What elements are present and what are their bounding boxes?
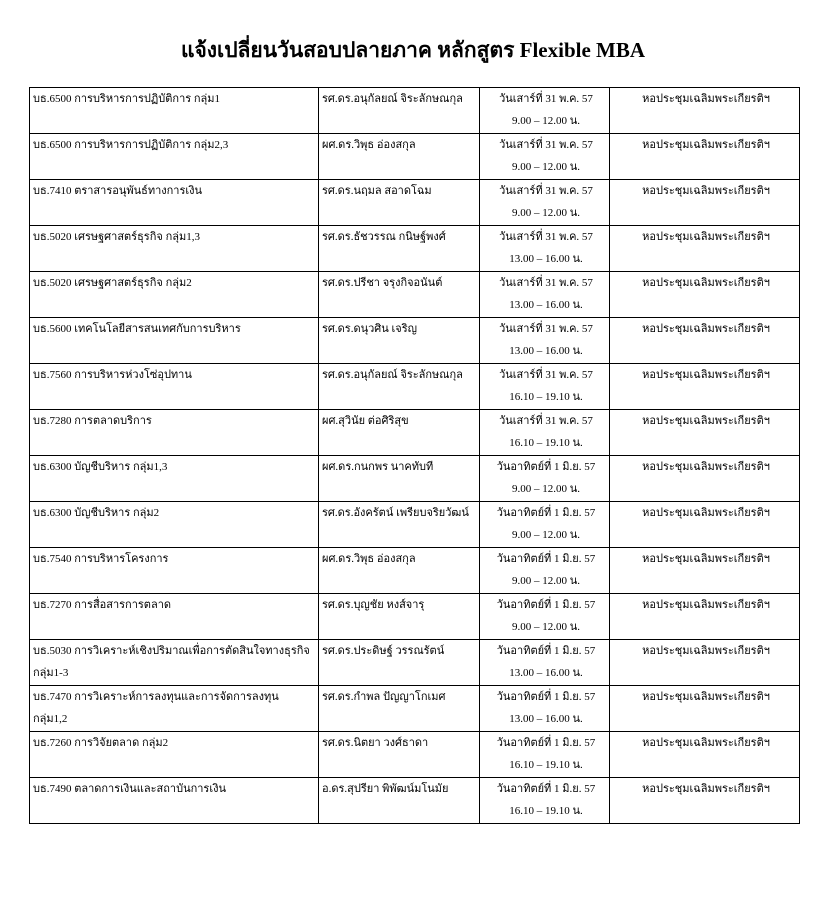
lecturer-cell <box>319 502 480 548</box>
exam-room-cell <box>610 318 800 364</box>
exam-schedule-table <box>29 87 800 824</box>
exam-datetime-cell-text: วันเสาร์ที่ 31 พ.ค. 57 16.10 – 19.10 น. <box>499 369 593 403</box>
exam-datetime-cell-text: วันอาทิตย์ที่ 1 มิ.ย. 57 16.10 – 19.10 น. <box>496 783 596 817</box>
lecturer-cell <box>319 732 480 778</box>
course-cell-text: บธ.6300 บัญชีบริหาร กลุ่ม2 <box>33 507 160 519</box>
course-cell <box>30 548 319 594</box>
course-cell <box>30 640 319 686</box>
lecturer-cell-text: รศ.ดร.นิตยา วงศ์ธาดา <box>322 737 429 749</box>
lecturer-cell <box>319 548 480 594</box>
exam-datetime-cell-text: วันอาทิตย์ที่ 1 มิ.ย. 57 9.00 – 12.00 น. <box>496 461 596 495</box>
exam-room-cell-text: หอประชุมเฉลิมพระเกียรติฯ <box>642 415 770 427</box>
exam-datetime-cell <box>480 134 610 180</box>
course-cell <box>30 318 319 364</box>
course-cell <box>30 272 319 318</box>
lecturer-cell-text: ผศ.ดร.วิพุธ อ่องสกุล <box>322 553 416 565</box>
lecturer-cell-text: รศ.ดร.อนุกัลยณ์ จิระลักษณกุล <box>322 93 463 105</box>
exam-room-cell <box>610 226 800 272</box>
lecturer-cell <box>319 134 480 180</box>
table-row <box>30 410 800 456</box>
table-row <box>30 226 800 272</box>
table-row <box>30 502 800 548</box>
table-row <box>30 594 800 640</box>
exam-datetime-cell <box>480 410 610 456</box>
lecturer-cell <box>319 88 480 134</box>
exam-room-cell-text: หอประชุมเฉลิมพระเกียรติฯ <box>642 737 770 749</box>
exam-datetime-cell <box>480 88 610 134</box>
exam-room-cell <box>610 364 800 410</box>
page-title: แจ้งเปลี่ยนวันสอบปลายภาค หลักสูตร Flexible MBA <box>180 38 646 62</box>
course-cell-text: บธ.5020 เศรษฐศาสตร์ธุรกิจ กลุ่ม2 <box>33 277 192 289</box>
exam-datetime-cell <box>480 640 610 686</box>
exam-room-cell <box>610 640 800 686</box>
exam-datetime-cell-text: วันอาทิตย์ที่ 1 มิ.ย. 57 13.00 – 16.00 น. <box>496 645 596 679</box>
exam-room-cell-text: หอประชุมเฉลิมพระเกียรติฯ <box>642 507 770 519</box>
course-cell <box>30 732 319 778</box>
exam-datetime-cell-text: วันเสาร์ที่ 31 พ.ค. 57 9.00 – 12.00 น. <box>499 185 593 219</box>
exam-datetime-cell-text: วันเสาร์ที่ 31 พ.ค. 57 13.00 – 16.00 น. <box>499 323 593 357</box>
lecturer-cell-text: รศ.ดร.ดนุวศิน เจริญ <box>322 323 418 335</box>
table-row <box>30 134 800 180</box>
lecturer-cell <box>319 778 480 824</box>
course-cell <box>30 180 319 226</box>
lecturer-cell <box>319 686 480 732</box>
exam-room-cell-text: หอประชุมเฉลิมพระเกียรติฯ <box>642 553 770 565</box>
course-cell-text: บธ.6500 การบริหารการปฏิบัติการ กลุ่ม1 <box>33 93 221 105</box>
exam-datetime-cell <box>480 180 610 226</box>
lecturer-cell-text: ผศ.ดร.กนกพร นาคทับที <box>322 461 434 473</box>
course-cell-text: บธ.7280 การตลาดบริการ <box>33 415 152 427</box>
exam-datetime-cell-text: วันอาทิตย์ที่ 1 มิ.ย. 57 9.00 – 12.00 น. <box>496 599 596 633</box>
lecturer-cell-text: รศ.ดร.ประดิษฐ์ วรรณรัตน์ <box>322 645 445 657</box>
exam-room-cell <box>610 180 800 226</box>
exam-datetime-cell <box>480 226 610 272</box>
exam-datetime-cell-text: วันเสาร์ที่ 31 พ.ค. 57 9.00 – 12.00 น. <box>499 139 593 173</box>
exam-room-cell <box>610 272 800 318</box>
lecturer-cell <box>319 272 480 318</box>
exam-room-cell-text: หอประชุมเฉลิมพระเกียรติฯ <box>642 783 770 795</box>
table-row <box>30 732 800 778</box>
course-cell <box>30 502 319 548</box>
course-cell <box>30 686 319 732</box>
exam-room-cell <box>610 548 800 594</box>
lecturer-cell <box>319 594 480 640</box>
table-row <box>30 272 800 318</box>
exam-room-cell <box>610 686 800 732</box>
exam-datetime-cell <box>480 364 610 410</box>
exam-room-cell-text: หอประชุมเฉลิมพระเกียรติฯ <box>642 369 770 381</box>
table-row <box>30 640 800 686</box>
course-cell <box>30 410 319 456</box>
course-cell-text: บธ.5030 การวิเคราะห์เชิงปริมาณเพื่อการตัดสินใจทางธุรกิจ กลุ่ม1-3 <box>33 645 310 679</box>
exam-datetime-cell-text: วันอาทิตย์ที่ 1 มิ.ย. 57 9.00 – 12.00 น. <box>496 507 596 541</box>
table-row <box>30 548 800 594</box>
table-row <box>30 686 800 732</box>
course-cell <box>30 594 319 640</box>
course-cell-text: บธ.7410 ตราสารอนุพันธ์ทางการเงิน <box>33 185 203 197</box>
exam-room-cell-text: หอประชุมเฉลิมพระเกียรติฯ <box>642 139 770 151</box>
lecturer-cell <box>319 410 480 456</box>
course-cell <box>30 226 319 272</box>
exam-room-cell-text: หอประชุมเฉลิมพระเกียรติฯ <box>642 599 770 611</box>
course-cell-text: บธ.7270 การสื่อสารการตลาด <box>33 599 172 611</box>
course-cell <box>30 364 319 410</box>
exam-datetime-cell <box>480 732 610 778</box>
lecturer-cell <box>319 640 480 686</box>
lecturer-cell <box>319 456 480 502</box>
course-cell-text: บธ.6500 การบริหารการปฏิบัติการ กลุ่ม2,3 <box>33 139 229 151</box>
lecturer-cell-text: อ.ดร.สุปรียา พิพัฒน์มโนมัย <box>322 783 449 795</box>
exam-room-cell-text: หอประชุมเฉลิมพระเกียรติฯ <box>642 93 770 105</box>
course-cell-text: บธ.7260 การวิจัยตลาด กลุ่ม2 <box>33 737 169 749</box>
table-row <box>30 778 800 824</box>
course-cell <box>30 456 319 502</box>
lecturer-cell-text: รศ.ดร.อนุกัลยณ์ จิระลักษณกุล <box>322 369 463 381</box>
exam-room-cell-text: หอประชุมเฉลิมพระเกียรติฯ <box>642 691 770 703</box>
lecturer-cell-text: รศ.ดร.นฤมล สอาดโฉม <box>322 185 432 197</box>
course-cell-text: บธ.5020 เศรษฐศาสตร์ธุรกิจ กลุ่ม1,3 <box>33 231 200 243</box>
exam-room-cell-text: หอประชุมเฉลิมพระเกียรติฯ <box>642 185 770 197</box>
table-row <box>30 88 800 134</box>
exam-room-cell-text: หอประชุมเฉลิมพระเกียรติฯ <box>642 461 770 473</box>
exam-schedule-body <box>30 88 800 824</box>
exam-room-cell <box>610 778 800 824</box>
exam-room-cell-text: หอประชุมเฉลิมพระเกียรติฯ <box>642 645 770 657</box>
course-cell-text: บธ.6300 บัญชีบริหาร กลุ่ม1,3 <box>33 461 168 473</box>
exam-datetime-cell <box>480 778 610 824</box>
exam-datetime-cell-text: วันเสาร์ที่ 31 พ.ค. 57 13.00 – 16.00 น. <box>499 277 593 311</box>
lecturer-cell-text: รศ.ดร.ธัชวรรณ กนิษฐ์พงศ์ <box>322 231 446 243</box>
table-row <box>30 180 800 226</box>
exam-datetime-cell <box>480 272 610 318</box>
exam-room-cell-text: หอประชุมเฉลิมพระเกียรติฯ <box>642 277 770 289</box>
exam-datetime-cell <box>480 456 610 502</box>
exam-datetime-cell <box>480 594 610 640</box>
lecturer-cell-text: ผศ.สุวินัย ต่อศิริสุข <box>322 415 409 427</box>
lecturer-cell <box>319 180 480 226</box>
lecturer-cell-text: รศ.ดร.กำพล ปัญญาโกเมศ <box>322 691 446 703</box>
exam-room-cell <box>610 502 800 548</box>
exam-room-cell <box>610 732 800 778</box>
lecturer-cell-text: รศ.ดร.ปรีชา จรุงกิจอนันต์ <box>322 277 443 289</box>
lecturer-cell <box>319 318 480 364</box>
lecturer-cell-text: รศ.ดร.บุญชัย หงส์จารุ <box>322 599 425 611</box>
exam-datetime-cell-text: วันอาทิตย์ที่ 1 มิ.ย. 57 13.00 – 16.00 น. <box>496 691 596 725</box>
exam-room-cell <box>610 134 800 180</box>
course-cell-text: บธ.7470 การวิเคราะห์การลงทุนและการจัดการลงทุน กลุ่ม1,2 <box>33 691 279 725</box>
lecturer-cell-text: ผศ.ดร.วิพุธ อ่องสกุล <box>322 139 416 151</box>
course-cell-text: บธ.7560 การบริหารห่วงโซ่อุปทาน <box>33 369 192 381</box>
exam-datetime-cell <box>480 686 610 732</box>
course-cell <box>30 134 319 180</box>
table-row <box>30 318 800 364</box>
exam-room-cell <box>610 410 800 456</box>
course-cell <box>30 88 319 134</box>
exam-room-cell-text: หอประชุมเฉลิมพระเกียรติฯ <box>642 231 770 243</box>
exam-datetime-cell-text: วันอาทิตย์ที่ 1 มิ.ย. 57 9.00 – 12.00 น. <box>496 553 596 587</box>
lecturer-cell-text: รศ.ดร.อังครัตน์ เพรียบจริยวัฒน์ <box>322 507 469 519</box>
lecturer-cell <box>319 364 480 410</box>
course-cell-text: บธ.7540 การบริหารโครงการ <box>33 553 169 565</box>
course-cell-text: บธ.7490 ตลาดการเงินและสถาบันการเงิน <box>33 783 226 795</box>
exam-room-cell <box>610 88 800 134</box>
table-row <box>30 456 800 502</box>
course-cell-text: บธ.5600 เทคโนโลยีสารสนเทศกับการบริหาร <box>33 323 241 335</box>
exam-datetime-cell-text: วันอาทิตย์ที่ 1 มิ.ย. 57 16.10 – 19.10 น. <box>496 737 596 771</box>
exam-room-cell-text: หอประชุมเฉลิมพระเกียรติฯ <box>642 323 770 335</box>
exam-room-cell <box>610 456 800 502</box>
exam-datetime-cell <box>480 502 610 548</box>
exam-room-cell <box>610 594 800 640</box>
exam-datetime-cell-text: วันเสาร์ที่ 31 พ.ค. 57 16.10 – 19.10 น. <box>499 415 593 449</box>
exam-datetime-cell-text: วันเสาร์ที่ 31 พ.ค. 57 13.00 – 16.00 น. <box>499 231 593 265</box>
course-cell <box>30 778 319 824</box>
table-row <box>30 364 800 410</box>
exam-datetime-cell <box>480 548 610 594</box>
exam-datetime-cell <box>480 318 610 364</box>
exam-datetime-cell-text: วันเสาร์ที่ 31 พ.ค. 57 9.00 – 12.00 น. <box>499 93 593 127</box>
lecturer-cell <box>319 226 480 272</box>
